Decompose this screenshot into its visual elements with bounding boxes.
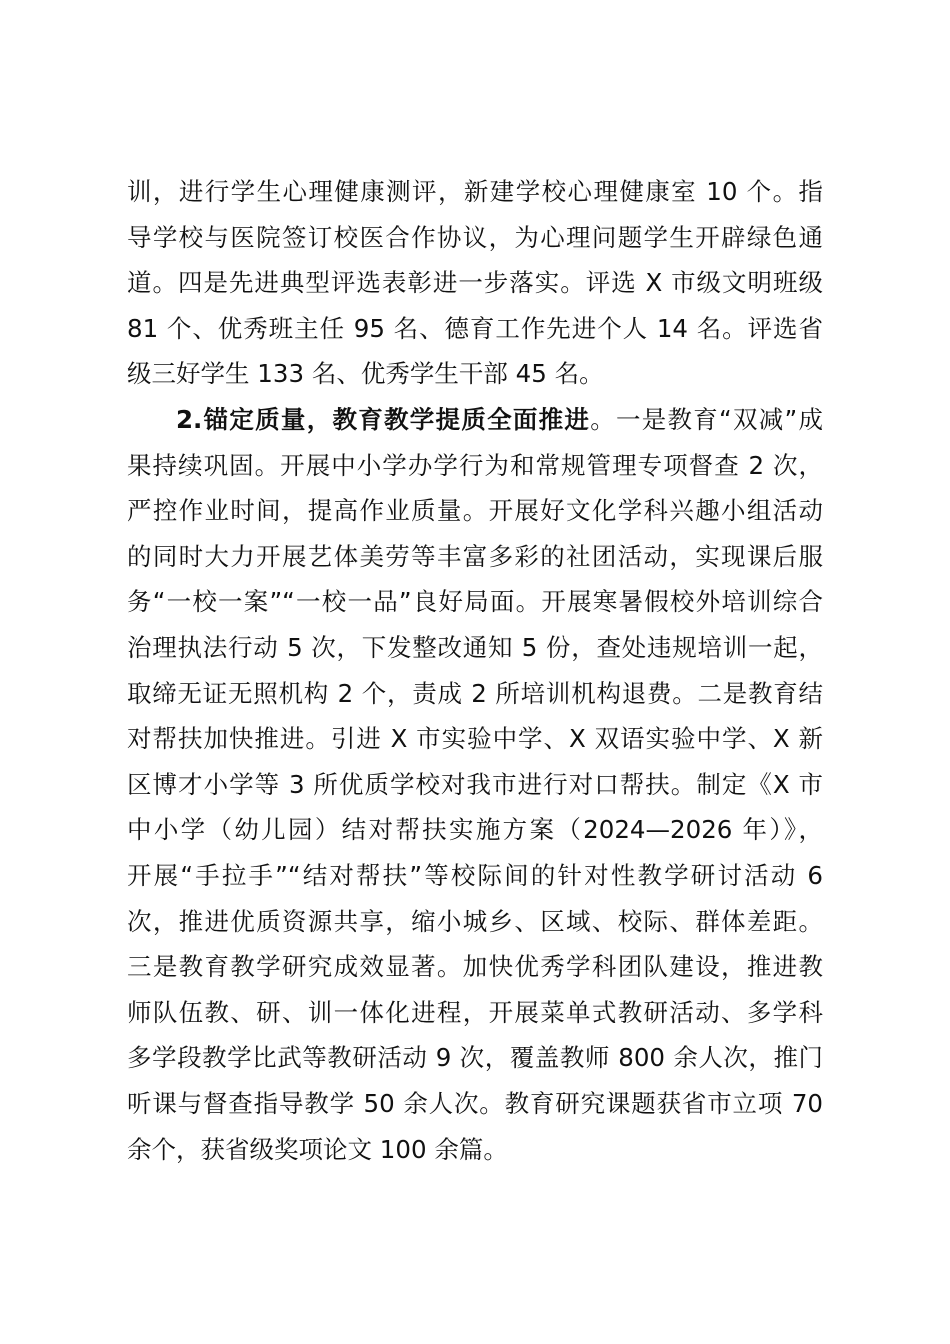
paragraph-2-line-12: 次，推进优质资源共享，缩小城乡、区域、校际、群体差距。: [127, 906, 823, 936]
paragraph-2-line-10: 中小学（幼儿园）结对帮扶实施方案（2024—2026 年）》，: [127, 815, 823, 845]
paragraph-2-line-1-rest: 。一是教育“双减”成: [590, 405, 824, 434]
paragraph-2-line-3: 严控作业时间，提高作业质量。开展好文化学科兴趣小组活动: [127, 496, 823, 526]
paragraph-2-line-15: 多学段教学比武等教研活动 9 次，覆盖教师 800 余人次，推门: [127, 1043, 823, 1073]
paragraph-2-line-8: 对帮扶加快推进。引进 X 市实验中学、X 双语实验中学、X 新: [127, 724, 823, 754]
paragraph-2-line-5: 务“一校一案”“一校一品”良好局面。开展寒暑假校外培训综合: [127, 587, 823, 617]
paragraph-1-line-5: 级三好学生 133 名、优秀学生干部 45 名。: [127, 359, 604, 389]
paragraph-1-line-4: 81 个、优秀班主任 95 名、德育工作先进个人 14 名。评选省: [127, 313, 823, 343]
paragraph-1-line-1: 训，进行学生心理健康测评，新建学校心理健康室 10 个。指: [127, 177, 823, 206]
paragraph-2-line-14: 师队伍教、研、训一体化进程，开展菜单式教研活动、多学科: [127, 997, 823, 1027]
paragraph-1-line-3: 道。四是先进典型评选表彰进一步落实。评选 X 市级文明班级: [127, 268, 823, 298]
paragraph-1-line-2: 导学校与医院签订校医合作协议，为心理问题学生开辟绿色通: [127, 222, 823, 252]
paragraph-2-line-7: 取缔无证无照机构 2 个，责成 2 所培训机构退费。二是教育结: [127, 678, 823, 708]
paragraph-2-line-2: 果持续巩固。开展中小学办学行为和常规管理专项督查 2 次，: [127, 450, 823, 480]
paragraph-2-line-4: 的同时大力开展艺体美劳等丰富多彩的社团活动，实现课后服: [127, 541, 823, 571]
paragraph-2-line-16: 听课与督查指导教学 50 余人次。教育研究课题获省市立项 70: [127, 1089, 823, 1118]
paragraph-2-line-9: 区博才小学等 3 所优质学校对我市进行对口帮扶。制定《X 市: [127, 769, 823, 799]
paragraph-2-line-1: [176, 400, 823, 440]
paragraph-2-line-17: 余个，获省级奖项论文 100 余篇。: [127, 1134, 508, 1164]
section-heading: 2.锚定质量，教育教学提质全面推进: [176, 405, 591, 434]
paragraph-2-line-11: 开展“手拉手”“结对帮扶”等校际间的针对性教学研讨活动 6: [127, 861, 823, 890]
paragraph-2-line-13: 三是教育教学研究成效显著。加快优秀学科团队建设，推进教: [127, 952, 823, 982]
paragraph-2-line-6: 治理执法行动 5 次，下发整改通知 5 份，查处违规培训一起，: [127, 633, 823, 662]
